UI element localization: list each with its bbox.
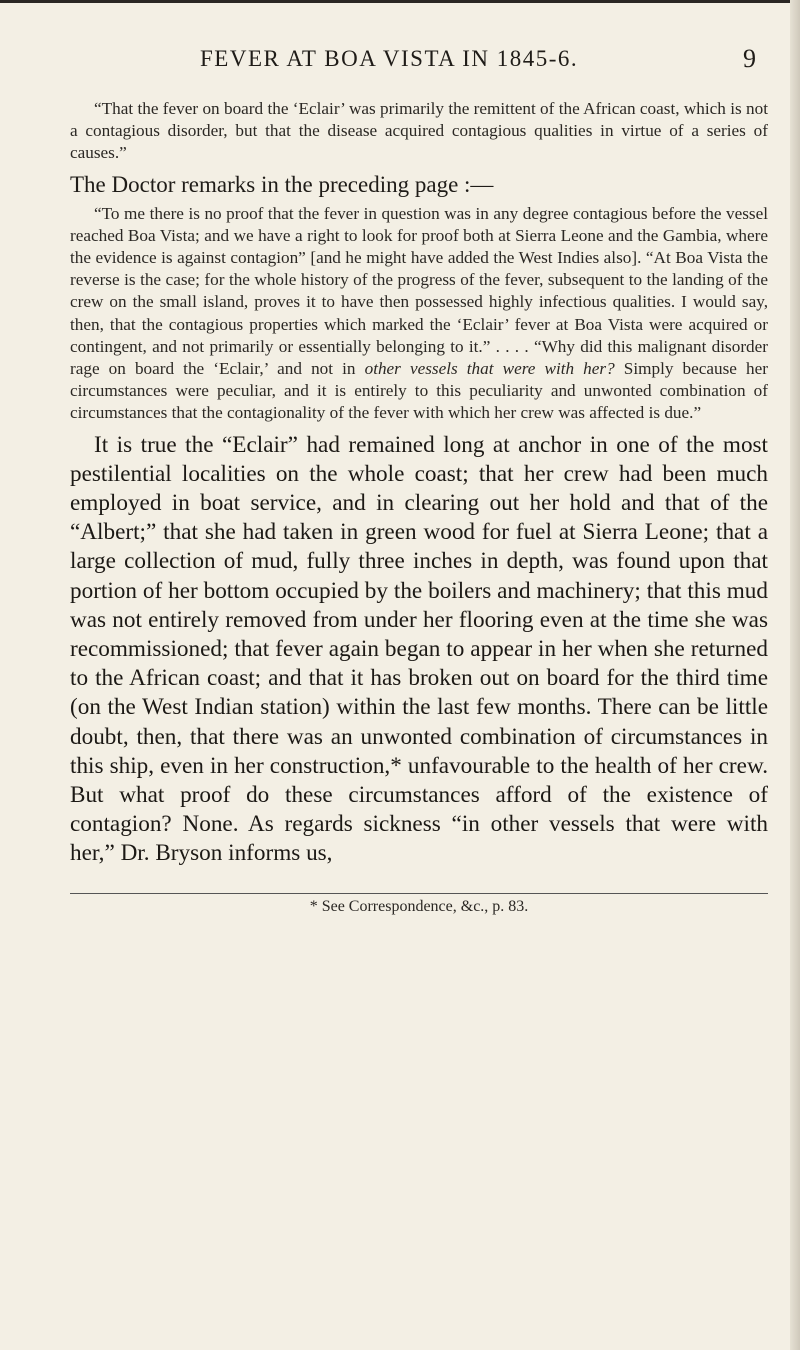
page-header bbox=[70, 40, 760, 80]
quote-paragraph-1: “That the fever on board the ‘Eclair’ was primarily the remittent of the African coast, which is not a contagious disorder, but that the disease acquired contagious qualities in virtue of a series of causes.” bbox=[70, 99, 768, 163]
page-body bbox=[70, 98, 768, 916]
top-border bbox=[0, 0, 800, 3]
page-edge bbox=[790, 0, 800, 1350]
running-title: FEVER AT BOA VISTA IN 1845-6. bbox=[200, 46, 579, 71]
quote-paragraph-2 bbox=[70, 203, 768, 425]
subheading: The Doctor remarks in the preceding page :— bbox=[70, 171, 494, 197]
quote-text-part1: “To me there is no proof that the fever in question was in any degree contagious before the vessel reached Boa Vista; and we have a right to look for proof both at Sierra Leone and the Gambia, where the evidence is against contagion” [and he might have added the West Indies also]. “At Boa Vista the reverse is the case; for the whole history of the progress of the fever, subsequent to the landing of the crew on the small island, proves it to have then possessed highly infectious qualities. I would say, then, that the contagious properties which marked the ‘Eclair’ fever at Boa Vista were acquired or contingent, and not primarily or essentially belonging to it.” . . . . “Why did this malignant disorder rage on board the ‘Eclair,’ and not in bbox=[70, 203, 768, 379]
main-paragraph: It is true the “Eclair” had remained long at anchor in one of the most pestilential localities on the whole coast; that her crew had been much employed in boat service, and in clearing out her hold and that of the “Albert;” that she had taken in green wood for fuel at Sierra Leone; that a large collection of mud, fully three inches in depth, was found upon that portion of her bottom occupied by the boilers and machinery; that this mud was not entirely removed from under her flooring even at the time she was recommissioned; that fever again began to appear in her when she returned to the African coast; and that it has broken out on board for the third time (on the West Indian station) within the last few months. There can be little doubt, then, that there was an unwonted combination of circumstances in this ship, even in her construction,* unfavourable to the health of her crew. But what proof do these circumstances afford of the existence of contagion? None. As regards sickness “in other vessels that were with her,” Dr. Bryson informs us, bbox=[70, 431, 768, 867]
main-text-block bbox=[70, 431, 768, 869]
quote-block-1 bbox=[70, 98, 768, 165]
footnote: * See Correspondence, &c., p. 83. bbox=[309, 897, 529, 915]
quote-text-part2: Simply because her circumstances were peculiar, and it is entirely to this peculiarity and unwonted combination of circumstances that the contagionality of the fever with which her crew was affected is due.” bbox=[70, 359, 768, 423]
footnote-divider bbox=[70, 893, 768, 894]
quote-italic-text: other vessels that were with her? bbox=[364, 359, 615, 379]
quote-block-2 bbox=[70, 203, 768, 425]
page-number: 9 bbox=[743, 44, 756, 73]
